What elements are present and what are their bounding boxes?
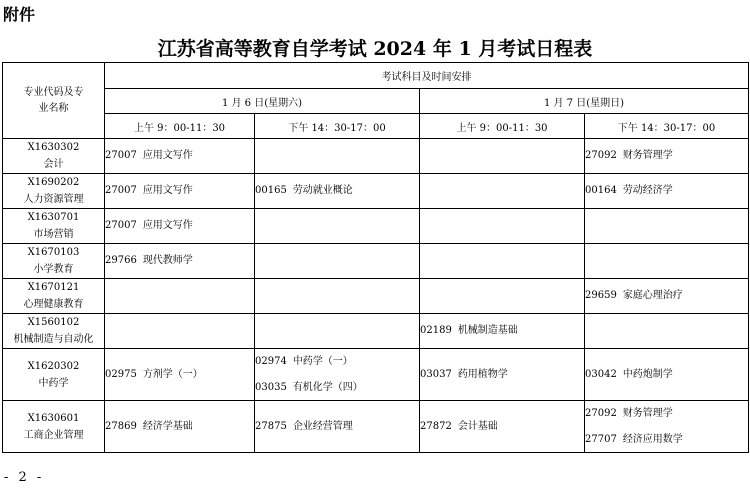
session-cell [105,139,255,174]
session-cell [255,174,420,209]
session-cell [105,349,255,401]
subject-code: 03035 [255,381,287,393]
major-code: X1630302 [27,142,80,153]
table-row [3,279,749,314]
subject-name: 机械制造基础 [457,325,518,336]
subject-code: 02189 [420,325,452,336]
session-cell [585,244,749,279]
exam-subject [420,420,584,434]
major-cell [3,174,105,209]
subject-code: 27092 [585,150,617,161]
table-row [3,174,749,209]
major-code: X1560102 [27,317,80,328]
subject-name: 经济应用数学 [622,433,683,445]
session-cell [420,314,585,349]
major-cell [3,279,105,314]
subject-code: 27707 [585,433,617,445]
major-code: X1690202 [27,177,80,188]
subject-name: 家庭心理治疗 [622,290,683,301]
page-title: 江苏省高等教育自学考试 2024 年 1 月考试日程表 [157,38,593,60]
major-cell [3,314,105,349]
session-header: 上午 9：00-11：30 [105,114,255,139]
subject-name: 应用文写作 [142,220,193,231]
subject-code: 00164 [585,185,617,196]
major-cell [3,139,105,174]
major-name: 小学教育 [33,264,74,275]
session-cell [255,244,420,279]
subject-name: 会计基础 [457,420,498,432]
major-name: 人力资源管理 [23,194,84,205]
exam-subject [105,420,254,434]
session-cell [255,279,420,314]
exam-subject [105,368,254,382]
major-code: X1630601 [27,412,80,424]
major-code: X1630701 [27,212,80,223]
session-cell [420,174,585,209]
subject-code: 02975 [105,368,137,380]
exam-subject [585,407,748,421]
day-header: 1 月 6 日(星期六) [105,89,420,114]
subject-code: 27875 [255,420,287,432]
major-column-header: 专业代码及专业名称 [3,63,105,139]
subject-code: 03042 [585,368,617,380]
subject-name: 有机化学（四） [292,381,363,393]
exam-subject [585,184,748,198]
exam-subject [585,433,748,447]
exam-subject [105,254,254,268]
subject-code: 29659 [585,290,617,301]
subject-name: 应用文写作 [142,185,193,196]
session-cell [105,244,255,279]
major-name: 市场营销 [33,229,74,240]
session-header: 下午 14：30-17：00 [255,114,420,139]
major-cell [3,401,105,453]
subject-code: 00165 [255,185,287,196]
session-cell [420,349,585,401]
exam-subject [105,184,254,198]
session-cell [420,279,585,314]
exam-subject [585,368,748,382]
session-header: 上午 9：00-11：30 [420,114,585,139]
exam-subject [420,368,584,382]
subject-name: 财务管理学 [622,407,673,419]
subject-code: 02974 [255,355,287,367]
session-cell [585,401,749,453]
session-cell [105,209,255,244]
subject-code: 27092 [585,407,617,419]
subject-name: 财务管理学 [622,150,673,161]
exam-subject [255,420,419,434]
table-row [3,349,749,401]
session-cell [105,279,255,314]
exam-subject [585,289,748,303]
exam-subject [255,381,419,395]
subject-name: 中药炮制学 [622,368,673,380]
subject-code: 27007 [105,150,137,161]
session-cell [420,209,585,244]
subject-code: 27869 [105,420,137,432]
exam-subject [255,184,419,198]
exam-subject [420,324,584,338]
day-header: 1 月 7 日(星期日) [420,89,749,114]
table-row [3,139,749,174]
table-row [3,401,749,453]
subject-name: 应用文写作 [142,150,193,161]
major-name: 会计 [43,159,64,170]
exam-subject [255,355,419,369]
subject-name: 劳动经济学 [622,185,673,196]
major-name: 工商企业管理 [23,429,84,441]
session-cell [585,139,749,174]
exam-subject [585,149,748,163]
subject-name: 方剂学（一） [142,368,203,380]
table-row [3,244,749,279]
major-code: X1620302 [27,360,80,372]
session-header: 下午 14：30-17：00 [585,114,749,139]
table-row [3,314,749,349]
subject-name: 现代教师学 [142,255,193,266]
session-cell [420,139,585,174]
session-cell [420,244,585,279]
major-name: 心理健康教育 [23,299,84,310]
table-row [3,209,749,244]
subject-name: 企业经营管理 [292,420,353,432]
subject-name: 药用植物学 [457,368,508,380]
session-cell [255,314,420,349]
attachment-label: 附件 [3,5,36,24]
session-cell [585,349,749,401]
session-cell [255,209,420,244]
subject-code: 03037 [420,368,452,380]
major-code: X1670103 [27,247,80,258]
session-cell [255,139,420,174]
subject-code: 27007 [105,220,137,231]
major-name: 中药学 [38,377,69,389]
exam-subject [105,219,254,233]
subject-name: 劳动就业概论 [292,185,353,196]
session-cell [255,349,420,401]
page-number: - 2 - [4,470,45,485]
session-cell [585,279,749,314]
session-cell [420,401,585,453]
session-cell [585,174,749,209]
session-cell [585,314,749,349]
subject-name: 经济学基础 [142,420,193,432]
exam-subject [105,149,254,163]
major-name: 机械制造与自动化 [13,334,94,345]
major-code: X1670121 [27,282,80,293]
session-cell [255,401,420,453]
schedule-group-header: 考试科目及时间安排 [105,63,749,89]
session-cell [585,209,749,244]
major-cell [3,209,105,244]
session-cell [105,314,255,349]
subject-code: 27872 [420,420,452,432]
subject-code: 27007 [105,185,137,196]
major-cell [3,349,105,401]
subject-code: 29766 [105,255,137,266]
major-cell [3,244,105,279]
exam-schedule-table [2,62,749,453]
subject-name: 中药学（一） [292,355,353,367]
session-cell [105,401,255,453]
session-cell [105,174,255,209]
